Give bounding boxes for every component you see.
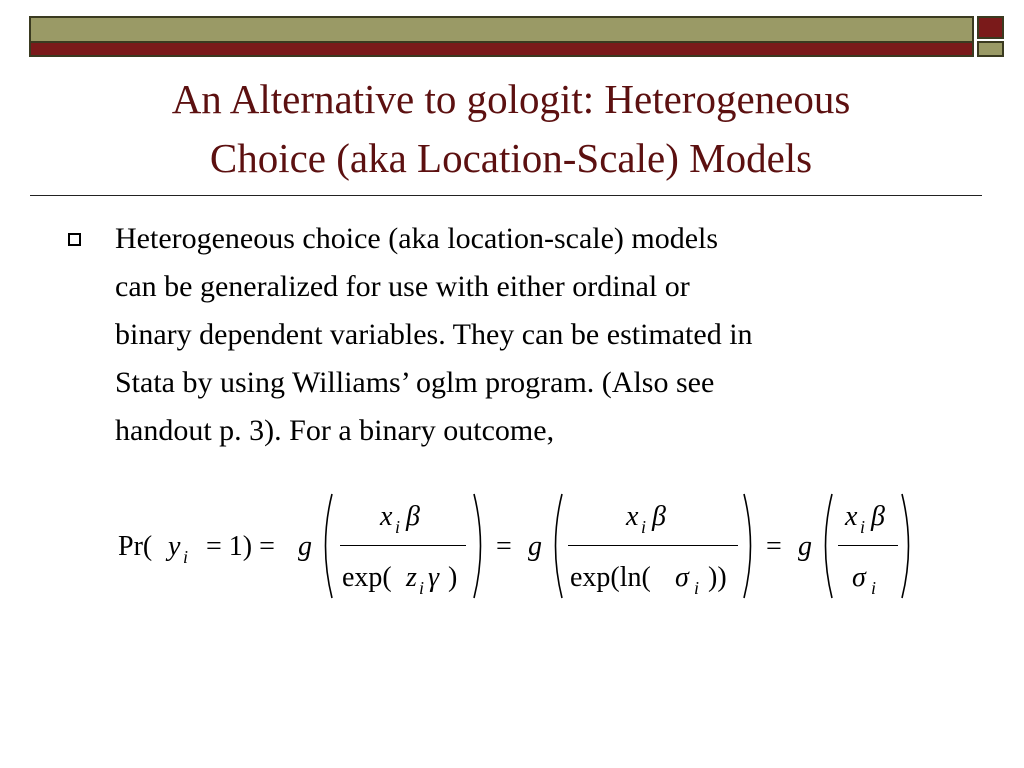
eq-fraction-bar-2 xyxy=(568,545,738,546)
bullet-line-5: handout p. 3). For a binary outcome, xyxy=(115,414,555,447)
eq-x-1: x xyxy=(380,501,393,532)
eq-g-3: g xyxy=(798,531,812,562)
eq-x2-subscript: i xyxy=(641,517,647,537)
eq-beta-2: β xyxy=(652,501,666,532)
eq-beta-1: β xyxy=(406,501,420,532)
eq-exp-close: ) xyxy=(448,562,458,593)
eq-x-3: x xyxy=(845,501,858,532)
eq-sigma2-subscript: i xyxy=(871,578,877,598)
eq-equals-one: = 1) = xyxy=(206,531,275,562)
eq-equals-3: = xyxy=(766,531,782,562)
eq-g-2: g xyxy=(528,531,542,562)
eq-gamma: γ xyxy=(428,562,440,593)
eq-equals-2: = xyxy=(496,531,512,562)
eq-g-1: g xyxy=(298,531,312,562)
eq-fraction-bar-3 xyxy=(838,545,898,546)
eq-z: z xyxy=(406,562,417,593)
eq-sigma-2: σ xyxy=(852,562,866,593)
eq-right-paren-3 xyxy=(900,492,916,600)
slide-title-line2: Choice (aka Location-Scale) Models xyxy=(209,135,813,181)
eq-left-paren-2 xyxy=(548,492,564,600)
eq-exp-open: exp( xyxy=(342,562,392,593)
bullet-line-1: Heterogeneous choice (aka location-scale) models xyxy=(115,222,719,255)
eq-fraction-bar-1 xyxy=(340,545,466,546)
eq-pr: Pr( xyxy=(118,531,153,562)
eq-left-paren-3 xyxy=(818,492,834,600)
eq-x-2: x xyxy=(626,501,639,532)
slide-title-line1: An Alternative to gologit: Heterogeneous xyxy=(171,76,851,122)
eq-z-subscript: i xyxy=(419,578,425,598)
eq-sigma-1: σ xyxy=(675,562,689,593)
bullet-line-4: Stata by using Williams’ oglm program. (Also see xyxy=(115,366,715,399)
eq-right-paren-1 xyxy=(472,492,488,600)
eq-expln-open: exp(ln( xyxy=(570,562,651,593)
bullet-line-2: can be generalized for use with either ordinal or xyxy=(115,270,690,303)
eq-beta-3: β xyxy=(871,501,885,532)
eq-x1-subscript: i xyxy=(395,517,401,537)
bullet-line-3: binary dependent variables. They can be estimated in xyxy=(115,318,753,351)
eq-left-paren-1 xyxy=(318,492,334,600)
eq-x3-subscript: i xyxy=(860,517,866,537)
eq-y: y xyxy=(168,531,181,562)
eq-sigma1-subscript: i xyxy=(694,578,700,598)
eq-expln-close: )) xyxy=(708,562,727,593)
eq-right-paren-2 xyxy=(742,492,758,600)
eq-y-subscript: i xyxy=(183,547,189,567)
